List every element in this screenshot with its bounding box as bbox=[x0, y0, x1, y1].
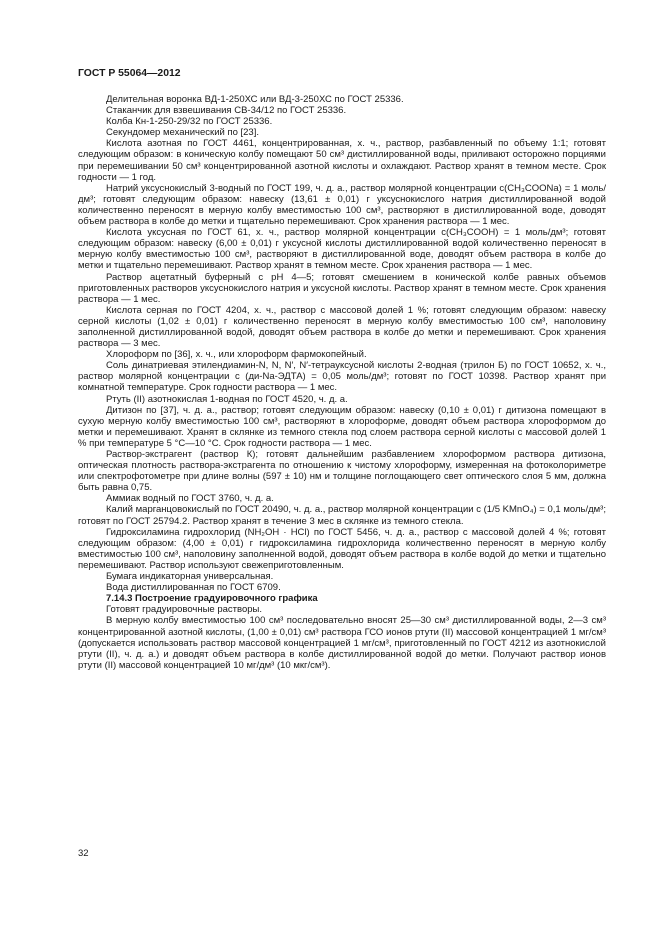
paragraph: Готовят градуировочные растворы. bbox=[106, 604, 262, 616]
paragraph: Раствор-экстрагент (раствор К); готовят дальнейшим разбавлением хлороформом раствора дитизона, оптическая плотность раствора-экстрагента по отношению к чистому хлороформу, измеренная на фотоколориметре или спектрофотометре при длине волны (597 ± 10) нм и толщине поглощающего свет оптического слоя 5 мм, должна быть равна 0,75. bbox=[78, 449, 606, 494]
paragraph: Ртуть (II) азотнокислая 1-водная по ГОСТ 4520, ч. д. а. bbox=[106, 393, 348, 405]
paragraph: Колба Кн-1-250-29/32 по ГОСТ 25336. bbox=[106, 116, 273, 128]
document-header: ГОСТ Р 55064—2012 bbox=[78, 68, 181, 79]
paragraph: Кислота уксусная по ГОСТ 61, х. ч., раствор молярной концентрации c(CH₃COOH) = 1 моль/дм³; готовят следующим образом: навеску (6,00 ± 0,01) г уксусной кислоты дистиллированной водой количественно переносят в мерную колбу вместимостью 100 см³, растворяют в дистиллированной воде, доводят объем раствора в колбе до метки и тщательно перемешивают. Раствор хранят в темном месте. Срок хранения раствора — 1 мес. bbox=[78, 227, 606, 272]
paragraph: Стаканчик для взвешивания СВ-34/12 по ГОСТ 25336. bbox=[106, 105, 347, 117]
paragraph: Бумага индикаторная универсальная. bbox=[106, 571, 274, 583]
paragraph: Калий марганцовокислый по ГОСТ 20490, ч. д. а., раствор молярной концентрации c (1/5 KMnO₄) = 0,1 моль/дм³; готовят по ГОСТ 25794.2. Раствор хранят в течение 3 мес в склянке из темного стекла. bbox=[78, 504, 606, 527]
paragraph: В мерную колбу вместимостью 100 см³ последовательно вносят 25—30 см³ дистиллированной воды, 2—3 см³ концентрированной азотной кислоты, (1,00 ± 0,01) см³ раствора ГСО ионов ртути (II) массовой концентрацией 1 мг/см³ (допускается использовать раствор массовой концентрацией 1 мг/см³, приготовленный по ГОСТ 4212 из азотнокислой ртути (II), ч. д. а.) и доводят объем раствора в колбе дистиллированной водой до метки. Получают раствор ионов ртути (II) массовой концентрацией 10 мг/дм³ (10 мкг/см³). bbox=[78, 615, 606, 671]
document-body bbox=[78, 94, 606, 671]
paragraph: Кислота азотная по ГОСТ 4461, концентрированная, х. ч., раствор, разбавленный по объему 1:1; готовят следующим образом: в коническую колбу помещают 50 см³ дистиллированной воды, приливают осторожно порциями при перемешивании 50 см³ концентрированной азотной кислоты и охлаждают. Раствор хранят в темном месте. Срок годности — 1 год. bbox=[78, 138, 606, 183]
paragraph: Соль динатриевая этилендиамин-N, N, N′, N′-тетрауксусной кислоты 2-водная (трилон Б) по ГОСТ 10652, х. ч., раствор молярной концентрации c (ди-Na-ЭДТА) = 0,05 моль/дм³; готовят по ГОСТ 10398. Раствор хранят при комнатной температуре. Срок годности раствора — 1 мес. bbox=[78, 360, 606, 394]
paragraph: Кислота серная по ГОСТ 4204, х. ч., раствор с массовой долей 1 %; готовят следующим образом: навеску серной кислоты (1,02 ± 0,01) г количественно переносят в мерную колбу вместимостью 100 см³, наполовину заполненной дистиллированной водой, доводят объем раствора в колбе до метки и перемешивают. Срок хранения раствора — 3 мес. bbox=[78, 304, 606, 350]
paragraph: Делительная воронка ВД-1-250ХС или ВД-3-250ХС по ГОСТ 25336. bbox=[106, 94, 404, 105]
paragraph: Вода дистиллированная по ГОСТ 6709. bbox=[106, 582, 281, 594]
paragraph: Секундомер механический по [23]. bbox=[106, 127, 259, 139]
paragraph: Дитизон по [37], ч. д. а., раствор; готовят следующим образом: навеску (0,10 ± 0,01) г дитизона помещают в сухую мерную колбу вместимостью 100 см³, растворяют в хлороформе, доводят объем раствора хлороформом до метки и перемешивают. Хранят в склянке из темного стекла под слоем раствора серной кислоты с массовой долей 1 % при температуре 5 °С—10 °С. Срок годности раствора — 1 мес. bbox=[78, 404, 606, 449]
paragraph: Хлороформ по [36], х. ч., или хлороформ фармокопейный. bbox=[106, 349, 367, 361]
paragraph: Аммиак водный по ГОСТ 3760, ч. д. а. bbox=[106, 493, 274, 505]
page-number: 32 bbox=[78, 848, 89, 859]
paragraph: Гидроксиламина гидрохлорид (NH₂OH · HCl) по ГОСТ 5456, ч. д. а., раствор с массовой долей 4 %; готовят следующим образом: (4,00 ± 0,01) г гидроксиламина гидрохлорида количественно переносят в мерную колбу вместимостью 100 см³, наполовину заполненной водой, доводят объем раствора в колбе водой до метки и тщательно перемешивают. Раствор используют свежеприготовленным. bbox=[78, 526, 606, 571]
section-heading: 7.14.3 Построение градуировочного графика bbox=[106, 593, 318, 605]
paragraph: Раствор ацетатный буферный с рН 4—5; готовят смешением в конической колбе равных объемов приготовленных растворов уксуснокислого натрия и уксусной кислоты. Раствор хранят в темном месте. Срок хранения раствора — 1 мес. bbox=[78, 271, 606, 305]
paragraph: Натрий уксуснокислый 3-водный по ГОСТ 199, ч. д. а., раствор молярной концентрации c(CH₃COONa) = 1 моль/дм³; готовят следующим образом: навеску (13,61 ± 0,01) г уксуснокислого натрия дистиллированной водой количественно переносят в мерную колбу вместимостью 100 см³, растворяют в дистиллированной воде, доводят объем раствора в колбе до метки и тщательно перемешивают. Срок хранения раствора — 1 мес. bbox=[78, 182, 606, 228]
